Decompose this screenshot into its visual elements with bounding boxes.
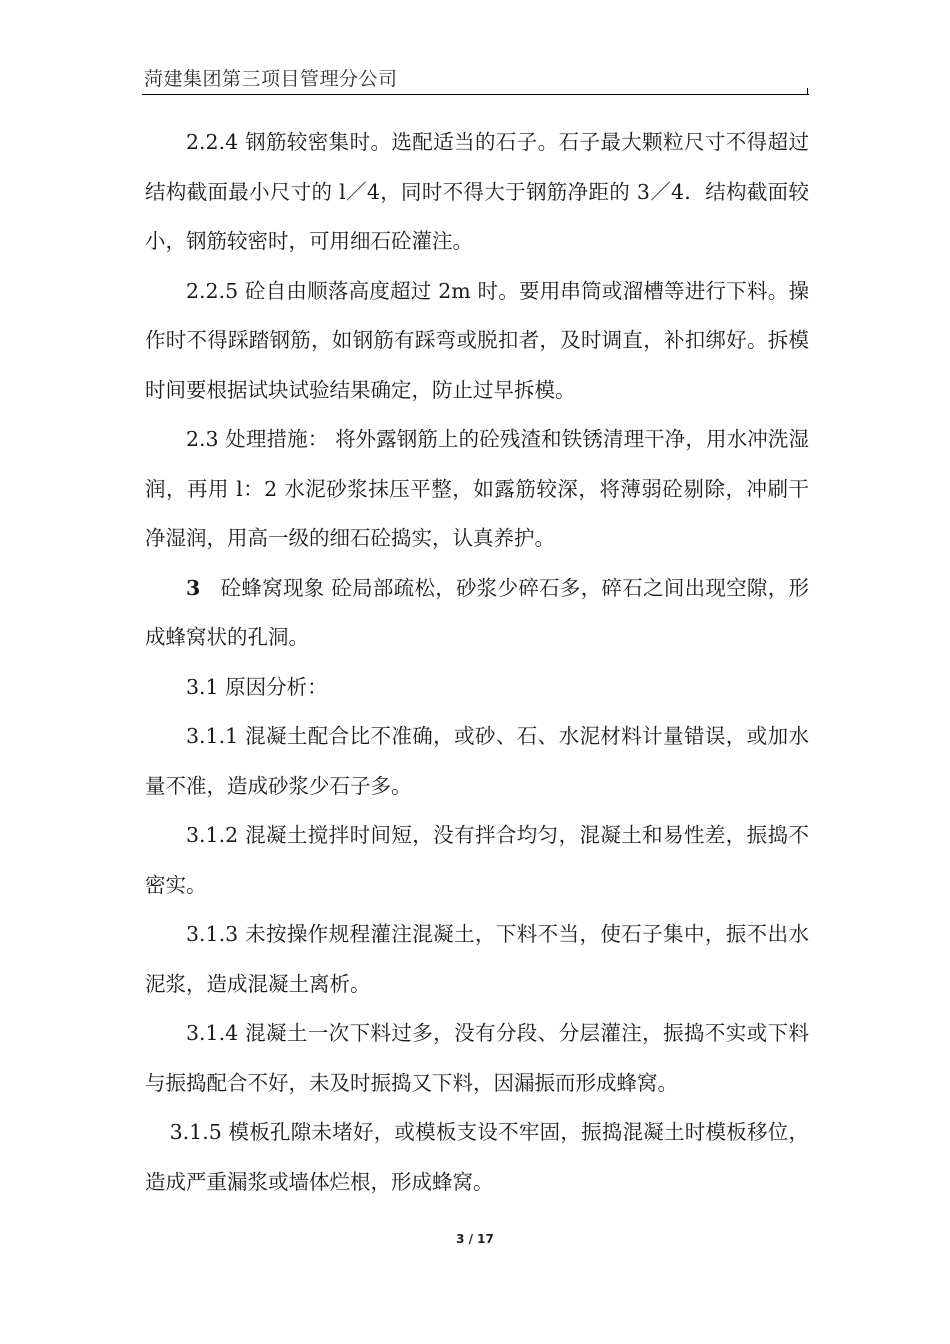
paragraph-3-1: 3.1 原因分析： [186, 674, 328, 699]
header-rule-mark [807, 88, 808, 94]
paragraph-3-1-5: 3.1.5 模板孔隙未堵好，或模板支设不牢固，振捣混凝土时模板移位，造成严重漏浆或墙体烂根，形成蜂窝。 [145, 1120, 809, 1194]
paragraph-3-honeycomb [145, 564, 809, 663]
paragraph-3-text: 砼蜂窝现象 砼局部疏松，砂浆少碎石多，碎石之间出现空隙，形成蜂窝状的孔洞。 [145, 575, 809, 649]
section-number: 3 [186, 575, 201, 600]
document-body [145, 118, 809, 1207]
paragraph-3-1-2: 3.1.2 混凝土搅拌时间短，没有拌合均匀，混凝土和易性差，振捣不密实。 [145, 823, 809, 897]
paragraph-3-1-4: 3.1.4 混凝土一次下料过多，没有分段、分层灌注，振捣不实或下料与振捣配合不好，未及时振捣又下料，因漏振而形成蜂窝。 [145, 1021, 809, 1095]
paragraph-3-1-3: 3.1.3 未按操作规程灌注混凝土，下料不当，使石子集中，振不出水泥浆，造成混凝土离析。 [145, 922, 809, 996]
header-rule [142, 94, 809, 95]
paragraph-2-2-4: 2.2.4 钢筋较密集时。选配适当的石子。石子最大颗粒尺寸不得超过结构截面最小尺寸的 l／4，同时不得大于钢筋净距的 3／4．结构截面较小，钢筋较密时，可用细石砼灌注。 [145, 130, 809, 253]
paragraph-2-2-5: 2.2.5 砼自由顺落高度超过 2m 时。要用串筒或溜槽等进行下料。操作时不得踩踏钢筋，如钢筋有踩弯或脱扣者，及时调直，补扣绑好。拆模时间要根据试块试验结果确定，防止过早拆模。 [145, 278, 809, 402]
paragraph-3-1-1: 3.1.1 混凝土配合比不准确，或砂、石、水泥材料计量错误，或加水量不准，造成砂浆少石子多。 [145, 724, 809, 798]
paragraph-2-3: 2.3 处理措施： 将外露钢筋上的砼残渣和铁锈清理干净，用水冲洗湿润，再用 l：2 水泥砂浆抹压平整，如露筋较深，将薄弱砼剔除，冲刷干净湿润，用高一级的细石砼捣实，认真养护。 [145, 427, 809, 550]
page-number: 3 / 17 [456, 1232, 494, 1246]
page-header: 菏建集团第三项目管理分公司 [144, 68, 398, 90]
